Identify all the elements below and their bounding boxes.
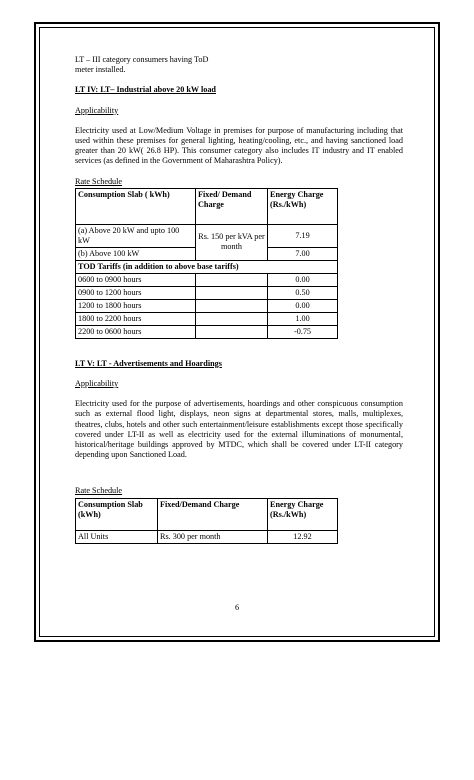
lt5-row-slab: All Units — [76, 530, 158, 543]
lt4-tod-empty — [196, 286, 268, 299]
lt4-tod-charge: -0.75 — [268, 325, 338, 338]
lt4-row-slab: (b) Above 100 kW — [76, 247, 196, 260]
lt4-tod-empty — [196, 273, 268, 286]
lt4-header-fixed: Fixed/ Demand Charge — [196, 188, 268, 224]
top-text-line-1: LT – III category consumers having ToD — [75, 55, 209, 64]
page-number: 6 — [234, 603, 240, 612]
lt4-tod-charge: 0.00 — [268, 273, 338, 286]
lt4-header-energy: Energy Charge (Rs./kWh) — [268, 188, 338, 224]
lt4-heading: LT IV: LT– Industrial above 20 kW load — [75, 85, 216, 95]
lt4-rate-table — [75, 188, 338, 339]
lt4-row-slab: (a) Above 20 kW and upto 100 kW — [76, 224, 196, 247]
lt4-row-energy: 7.00 — [268, 247, 338, 260]
lt4-tod-slot: 1200 to 1800 hours — [76, 299, 196, 312]
lt5-rate-schedule-label: Rate Schedule — [75, 486, 123, 496]
lt4-tod-charge: 0.00 — [268, 299, 338, 312]
lt4-tod-charge: 1.00 — [268, 312, 338, 325]
top-text-line-2: meter installed. — [75, 65, 126, 75]
lt4-applicability-label: Applicability — [75, 105, 119, 115]
lt4-rate-schedule-label: Rate Schedule — [75, 176, 123, 186]
lt5-header-energy: Energy Charge (Rs./kWh) — [268, 498, 338, 530]
lt4-tod-charge: 0.50 — [268, 286, 338, 299]
lt5-row-energy: 12.92 — [268, 530, 338, 543]
lt5-heading: LT V: LT - Advertisements and Hoardings — [75, 358, 222, 368]
lt4-row-energy: 7.19 — [268, 224, 338, 247]
lt4-tod-empty — [196, 325, 268, 338]
lt4-tod-empty — [196, 299, 268, 312]
lt5-applicability-text: Electricity used for the purpose of advertisements, hoardings and other conspicuous consumption such as external flood light, displays, neon signs at departmental stores, malls, multiplexes, theatres, clubs, hotels and other such entertainment/leisure establishments except those specifically covered under LT-II as well as electricity used for the external illuminations of monumental, historical/heritage buildings approved by MTDC, which shall be covered under LT-II category depending upon Sanctioned Load. — [75, 399, 403, 460]
lt5-rate-table — [75, 498, 338, 544]
lt5-header-slab: Consumption Slab (kWh) — [76, 498, 158, 530]
lt4-header-slab: Consumption Slab ( kWh) — [76, 188, 196, 224]
lt4-tod-slot: 2200 to 0600 hours — [76, 325, 196, 338]
page-content — [75, 55, 403, 544]
lt4-tod-title: TOD Tariffs (in addition to above base tariffs) — [76, 260, 338, 273]
lt5-row-fixed: Rs. 300 per month — [158, 530, 268, 543]
lt4-tod-slot: 1800 to 2200 hours — [76, 312, 196, 325]
lt4-tod-slot: 0600 to 0900 hours — [76, 273, 196, 286]
lt4-applicability-text: Electricity used at Low/Medium Voltage in premises for purpose of manufacturing including that used within these premises for general lighting, heating/cooling, etc., and having sanctioned load greater than 20 kW( 26.8 HP). This consumer category also includes IT industry and IT enabled services (as defined in the Government of Maharashtra Policy). — [75, 125, 403, 166]
lt4-tod-empty — [196, 312, 268, 325]
lt4-tod-slot: 0900 to 1200 hours — [76, 286, 196, 299]
lt5-header-fixed: Fixed/Demand Charge — [158, 498, 268, 530]
lt4-fixed-charge: Rs. 150 per kVA per month — [196, 224, 268, 260]
lt5-applicability-label: Applicability — [75, 379, 119, 389]
